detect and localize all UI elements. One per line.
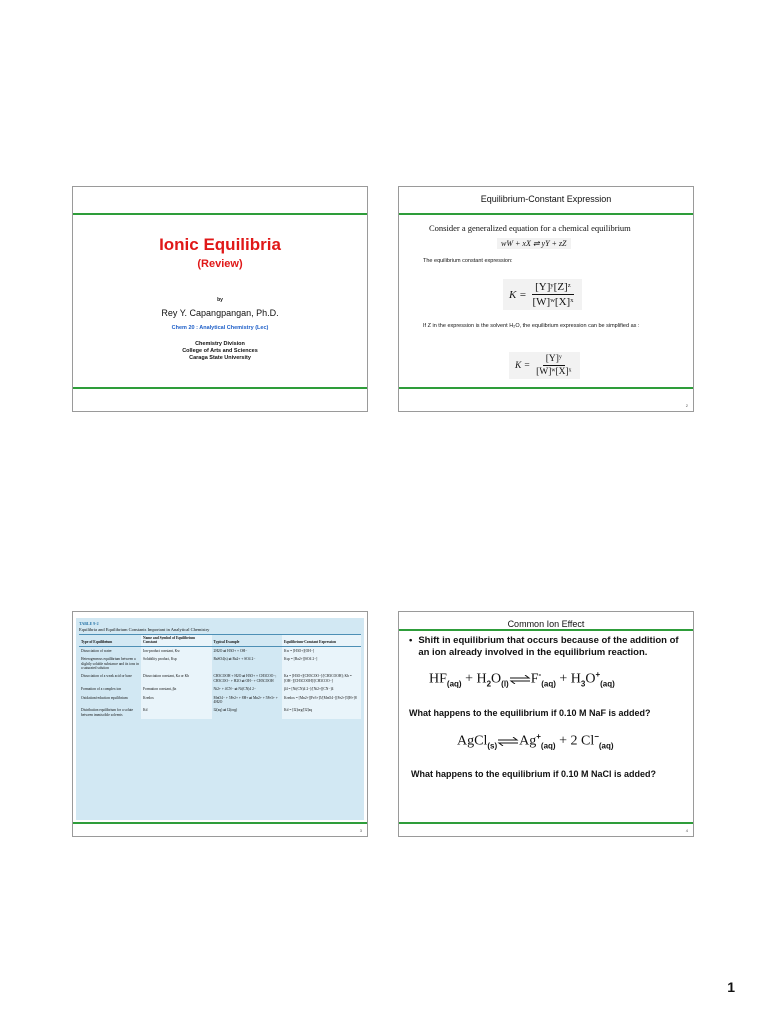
table-cell: Solubility product, Ksp bbox=[141, 655, 212, 672]
table-cell: CH3COOH + H2O ⇌ H3O+ + CH3COO−; CH3COO− + H2O ⇌ OH− + CH3COOH bbox=[213, 674, 277, 683]
col-header-type: Type of Equilibrium bbox=[79, 635, 141, 647]
k-denominator: [W]ʷ[X]ˣ bbox=[532, 296, 574, 308]
k-label: K = bbox=[509, 288, 527, 301]
table-cell: Oxidation/reduction equilibrium bbox=[81, 695, 128, 700]
bullet-text: Shift in equilibrium that occurs because of the addition of an ion already involved in the equilibrium reaction. bbox=[418, 635, 679, 658]
table-row bbox=[79, 646, 361, 655]
table-header-row bbox=[79, 635, 361, 647]
k-expression bbox=[503, 279, 582, 310]
intro-text: Consider a generalized equation for a chemical equilibrium bbox=[429, 223, 631, 233]
slide-bottom-rule bbox=[73, 387, 367, 389]
table-panel bbox=[76, 618, 364, 820]
k-simplified-expression bbox=[509, 352, 580, 379]
table-cell: Kw = [H3O+][OH−] bbox=[282, 646, 361, 655]
slide-number: 4 bbox=[685, 828, 688, 833]
table-cell: Dissociation of water bbox=[81, 648, 112, 653]
k2-numerator: [Y]ʸ bbox=[543, 354, 565, 366]
table-cell: Dissociation constant, Ka or Kb bbox=[141, 672, 212, 685]
by-label: by bbox=[217, 297, 223, 303]
slide-header-title: Common Ion Effect bbox=[507, 619, 585, 629]
table-row bbox=[79, 706, 361, 719]
general-equation: wW + xX ⇌ yY + zZ bbox=[497, 238, 571, 249]
affiliation-college: College of Arts and Sciences bbox=[182, 348, 258, 354]
author-name: Rey Y. Capangpangan, Ph.D. bbox=[161, 308, 279, 318]
table-row bbox=[79, 655, 361, 672]
simplify-text: If Z in the expression is the solvent H₂O, the equilibrium expression can be simplified as : bbox=[423, 323, 640, 329]
affiliation-university: Caraga State University bbox=[189, 355, 251, 361]
table-cell: Kredox = [Mn2+][Fe3+]5/[MnO4−][Fe2+]5[H+]8 bbox=[282, 694, 361, 707]
slide-top-rule bbox=[399, 629, 693, 631]
table-cell: Ni2+ + 4CN− ⇌ Ni(CN)4 2− bbox=[213, 687, 256, 692]
table-cell: MnO4− + 5Fe2+ + 8H+ ⇌ Mn2+ + 5Fe3+ + 4H2O bbox=[213, 695, 278, 705]
page-number: 1 bbox=[727, 979, 735, 995]
table-row bbox=[79, 694, 361, 707]
table-cell: Ka = [H3O+][CH3COO−]/[CH3COOH]; Kb = [OH−][CH3COOH]/[CH3COO−] bbox=[282, 672, 361, 685]
slide-subtitle: (Review) bbox=[197, 258, 243, 270]
slide-equilibria-table bbox=[72, 611, 368, 837]
slide-top-rule bbox=[399, 213, 693, 215]
table-cell: Kredox bbox=[141, 694, 212, 707]
slide-title bbox=[72, 186, 368, 412]
equilibrium-arrow-icon bbox=[509, 675, 531, 684]
slide-bottom-rule bbox=[399, 822, 693, 824]
slide-header-title: Equilibrium-Constant Expression bbox=[480, 194, 612, 204]
table-cell: BaSO4(s) ⇌ Ba2+ + SO4 2− bbox=[213, 657, 256, 662]
k-label: K = bbox=[515, 360, 531, 371]
table-caption: Equilibria and Equilibrium Constants Important in Analytical Chemistry bbox=[79, 627, 210, 632]
bullet-dot-icon: • bbox=[409, 635, 413, 646]
slide-top-rule bbox=[73, 213, 367, 215]
course-name: Chem 20 : Analytical Chemistry (Lec) bbox=[171, 325, 269, 331]
affiliation-division: Chemistry Division bbox=[195, 341, 245, 347]
table-cell: Formation of a complex ion bbox=[81, 687, 122, 692]
constant-expression-text: The equilibrium constant expression: bbox=[423, 258, 513, 264]
slide-number: 3 bbox=[359, 828, 362, 833]
table-cell: Heterogeneous equilibrium between a slightly soluble substance and its ions in a saturated solution bbox=[81, 657, 139, 671]
table-cell: Kd = [I2]org/[I2]aq bbox=[282, 706, 361, 719]
table-row bbox=[79, 685, 361, 693]
slide-bottom-rule bbox=[73, 822, 367, 824]
question-nacl: What happens to the equilibrium if 0.10 M NaCl is added? bbox=[411, 769, 657, 779]
table-cell: Ion-product constant, Kw bbox=[141, 646, 212, 655]
col-header-expression: Equilibrium-Constant Expression bbox=[282, 635, 361, 647]
question-naf: What happens to the equilibrium if 0.10 M NaF is added? bbox=[409, 708, 651, 718]
table-cell: Formation constant, βn bbox=[141, 685, 212, 693]
table-cell: 2H2O ⇌ H3O+ + OH− bbox=[213, 648, 248, 653]
agcl-reaction: AgCl$_{(s)}$ $Ag^+_{(aq)} + 2$ $Cl^-_{(aq)}$ bbox=[457, 732, 614, 751]
col-header-name: Name and Symbol of Equilibrium Constant bbox=[141, 635, 212, 647]
slide-common-ion-effect bbox=[398, 611, 694, 837]
hf-reaction: $HF_{(aq)} + H_2O_{(l)}$ $F^-_{(aq)} + H_3O^+_{(aq)}$ bbox=[429, 670, 615, 689]
table-cell: I2(aq) ⇌ I2(org) bbox=[213, 708, 238, 713]
slide-header bbox=[399, 187, 693, 213]
equilibrium-arrow-icon bbox=[497, 737, 519, 746]
bullet-point bbox=[409, 635, 685, 659]
k2-denominator: [W]ʷ[X]ˣ bbox=[536, 367, 572, 377]
table-cell: Kd bbox=[141, 706, 212, 719]
table-cell: β4 = [Ni(CN)4 2−]/[Ni2+][CN−]4 bbox=[282, 685, 361, 693]
affiliation bbox=[73, 341, 367, 362]
slide-bottom-rule bbox=[399, 387, 693, 389]
slide-number: 2 bbox=[685, 403, 688, 408]
k-numerator: [Y]ʸ[Z]ᶻ bbox=[532, 281, 574, 295]
slide-title-text: Ionic Equilibria bbox=[159, 235, 281, 254]
slide-equilibrium-constant bbox=[398, 186, 694, 412]
equilibria-table bbox=[79, 634, 361, 719]
table-label: TABLE 9-2 bbox=[79, 621, 99, 626]
table-cell: Ksp = [Ba2+][SO4 2−] bbox=[282, 655, 361, 672]
table-cell: Distribution equilibrium for a solute between immiscible solvents bbox=[81, 708, 134, 717]
table-row bbox=[79, 672, 361, 685]
col-header-example: Typical Example bbox=[212, 635, 283, 647]
table-cell: Dissociation of a weak acid or base bbox=[81, 674, 132, 679]
